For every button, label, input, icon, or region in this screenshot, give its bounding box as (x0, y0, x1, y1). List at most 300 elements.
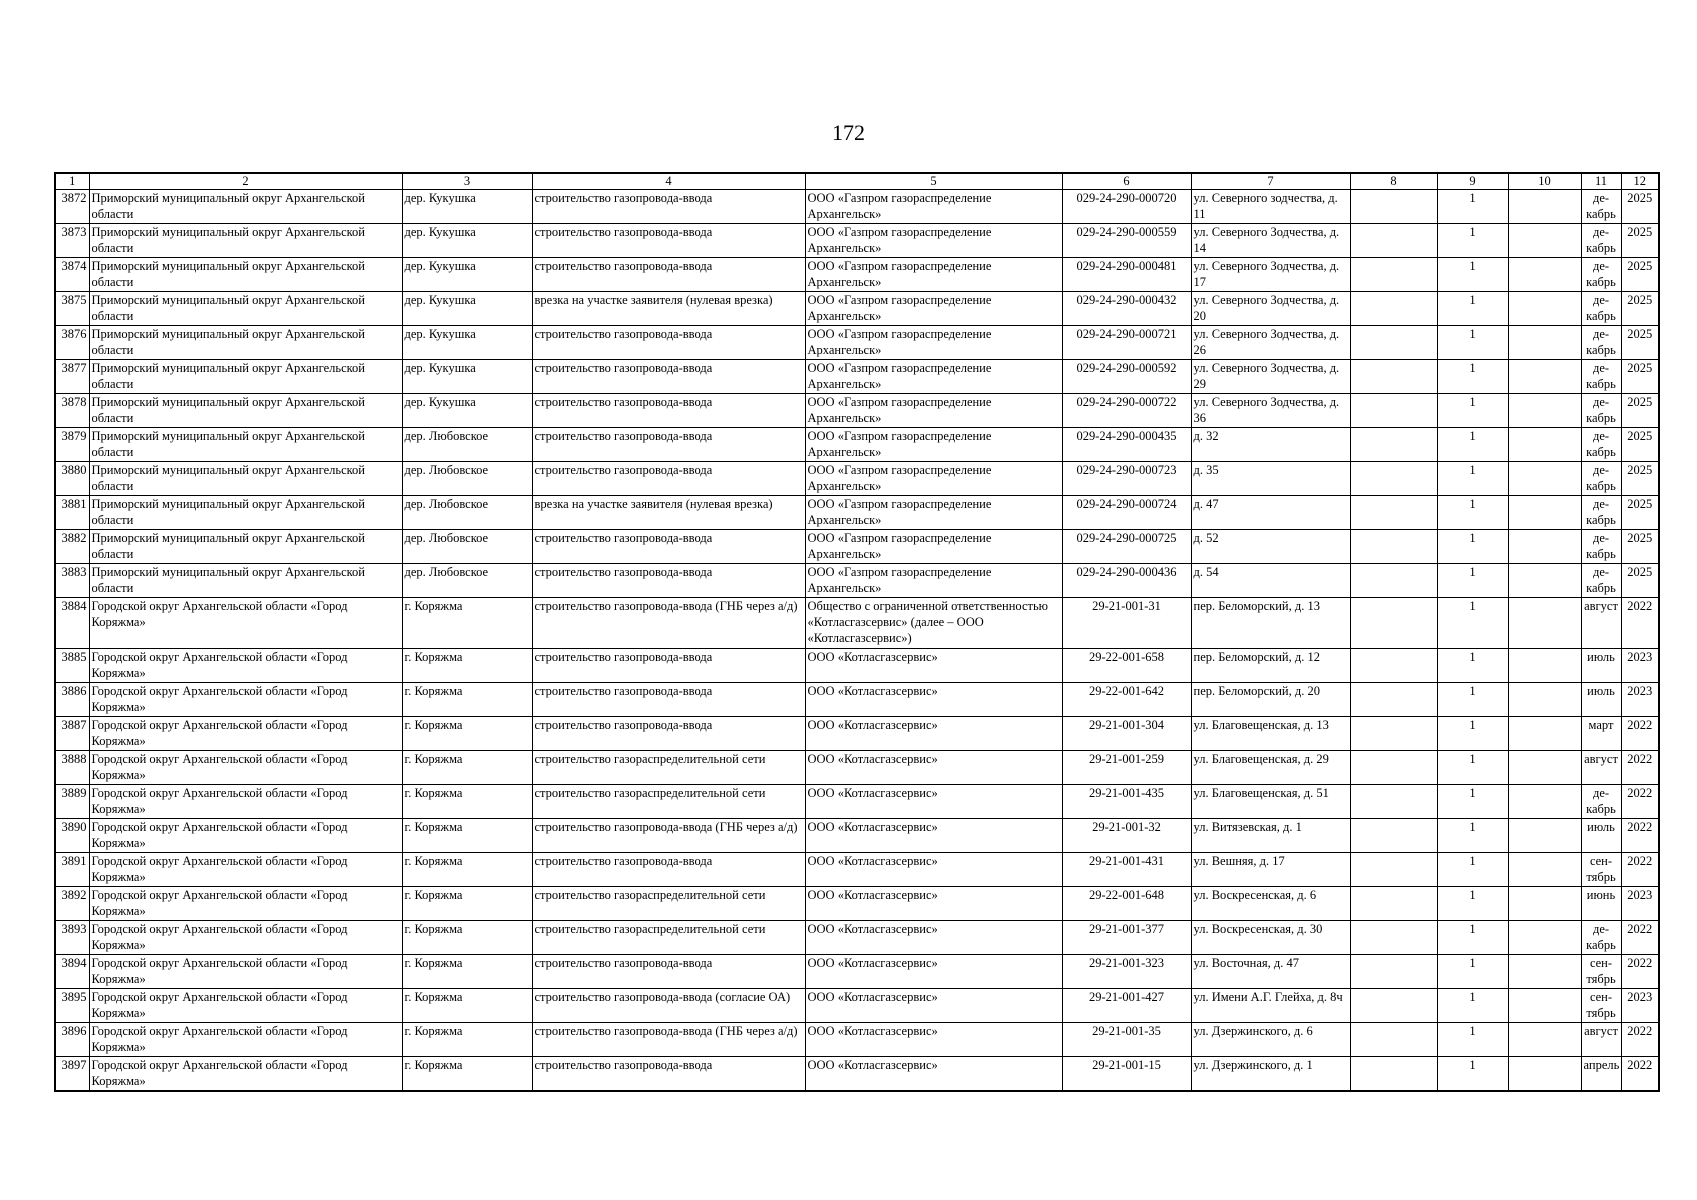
code-cell: 029-24-290-000725 (1062, 530, 1191, 564)
address-cell: ул. Северного Зодчества, д. 36 (1191, 394, 1350, 428)
column-10-cell (1508, 360, 1581, 394)
column-8-cell (1350, 955, 1437, 989)
column-8-cell (1350, 1023, 1437, 1057)
organization-cell: ООО «Котласгазсервис» (805, 887, 1062, 921)
organization-cell: ООО «Газпром газораспределение Архангельск» (805, 462, 1062, 496)
year-cell: 2025 (1621, 428, 1659, 462)
column-8-cell (1350, 989, 1437, 1023)
municipality-cell: Городской округ Архангельской области «Город Коряжма» (89, 819, 402, 853)
month-cell: сен-тябрь (1581, 989, 1621, 1023)
organization-cell: ООО «Газпром газораспределение Архангельск» (805, 530, 1062, 564)
table-row (55, 360, 1659, 394)
organization-cell: ООО «Котласгазсервис» (805, 819, 1062, 853)
table-row (55, 292, 1659, 326)
code-cell: 029-24-290-000559 (1062, 224, 1191, 258)
organization-cell: ООО «Котласгазсервис» (805, 921, 1062, 955)
month-cell: июль (1581, 649, 1621, 683)
organization-cell: ООО «Котласгазсервис» (805, 717, 1062, 751)
count-cell: 1 (1437, 785, 1508, 819)
work-type-cell: строительство газопровода-ввода (532, 530, 805, 564)
code-cell: 29-21-001-323 (1062, 955, 1191, 989)
code-cell: 29-21-001-377 (1062, 921, 1191, 955)
column-8-cell (1350, 530, 1437, 564)
address-cell: ул. Северного Зодчества, д. 26 (1191, 326, 1350, 360)
month-cell: март (1581, 717, 1621, 751)
count-cell: 1 (1437, 258, 1508, 292)
code-cell: 29-21-001-15 (1062, 1057, 1191, 1091)
work-type-cell: строительство газораспределительной сети (532, 921, 805, 955)
organization-cell: ООО «Газпром газораспределение Архангельск» (805, 292, 1062, 326)
column-10-cell (1508, 887, 1581, 921)
address-cell: д. 52 (1191, 530, 1350, 564)
column-10-cell (1508, 292, 1581, 326)
count-cell: 1 (1437, 224, 1508, 258)
locality-cell: дер. Кукушка (402, 224, 532, 258)
row-number: 3877 (55, 360, 89, 394)
locality-cell: дер. Кукушка (402, 190, 532, 224)
address-cell: ул. Благовещенская, д. 51 (1191, 785, 1350, 819)
row-number: 3886 (55, 683, 89, 717)
column-10-cell (1508, 955, 1581, 989)
locality-cell: г. Коряжма (402, 683, 532, 717)
address-cell: ул. Северного Зодчества, д. 17 (1191, 258, 1350, 292)
row-number: 3895 (55, 989, 89, 1023)
month-cell: июль (1581, 819, 1621, 853)
work-type-cell: строительство газопровода-ввода (532, 394, 805, 428)
month-cell: де-кабрь (1581, 921, 1621, 955)
locality-cell: дер. Кукушка (402, 360, 532, 394)
year-cell: 2022 (1621, 717, 1659, 751)
column-8-cell (1350, 785, 1437, 819)
column-8-cell (1350, 428, 1437, 462)
column-8-cell (1350, 394, 1437, 428)
locality-cell: г. Коряжма (402, 751, 532, 785)
row-number: 3873 (55, 224, 89, 258)
month-cell: де-кабрь (1581, 785, 1621, 819)
municipality-cell: Приморский муниципальный округ Архангельской области (89, 224, 402, 258)
municipality-cell: Городской округ Архангельской области «Город Коряжма» (89, 887, 402, 921)
count-cell: 1 (1437, 326, 1508, 360)
table-row (55, 564, 1659, 598)
column-10-cell (1508, 530, 1581, 564)
column-8-cell (1350, 360, 1437, 394)
count-cell: 1 (1437, 428, 1508, 462)
address-cell: ул. Дзержинского, д. 1 (1191, 1057, 1350, 1091)
year-cell: 2025 (1621, 360, 1659, 394)
column-header-9: 9 (1437, 173, 1508, 190)
locality-cell: г. Коряжма (402, 819, 532, 853)
column-8-cell (1350, 258, 1437, 292)
year-cell: 2022 (1621, 598, 1659, 649)
organization-cell: ООО «Котласгазсервис» (805, 989, 1062, 1023)
count-cell: 1 (1437, 462, 1508, 496)
count-cell: 1 (1437, 360, 1508, 394)
year-cell: 2025 (1621, 530, 1659, 564)
month-cell: де-кабрь (1581, 462, 1621, 496)
page-number: 172 (832, 120, 865, 145)
table-row (55, 785, 1659, 819)
count-cell: 1 (1437, 819, 1508, 853)
year-cell: 2023 (1621, 989, 1659, 1023)
table-row (55, 428, 1659, 462)
address-cell: ул. Благовещенская, д. 29 (1191, 751, 1350, 785)
table-row (55, 496, 1659, 530)
work-type-cell: врезка на участке заявителя (нулевая врезка) (532, 496, 805, 530)
count-cell: 1 (1437, 683, 1508, 717)
municipality-cell: Приморский муниципальный округ Архангельской области (89, 428, 402, 462)
locality-cell: дер. Кукушка (402, 292, 532, 326)
work-type-cell: строительство газопровода-ввода (ГНБ через а/д) (532, 598, 805, 649)
code-cell: 029-24-290-000432 (1062, 292, 1191, 326)
work-type-cell: строительство газопровода-ввода (532, 326, 805, 360)
column-10-cell (1508, 751, 1581, 785)
address-cell: ул. Имени А.Г. Глейха, д. 8ч (1191, 989, 1350, 1023)
count-cell: 1 (1437, 921, 1508, 955)
column-header-7: 7 (1191, 173, 1350, 190)
year-cell: 2025 (1621, 224, 1659, 258)
year-cell: 2022 (1621, 1057, 1659, 1091)
month-cell: де-кабрь (1581, 394, 1621, 428)
code-cell: 29-21-001-35 (1062, 1023, 1191, 1057)
table-row (55, 717, 1659, 751)
locality-cell: г. Коряжма (402, 785, 532, 819)
code-cell: 029-24-290-000720 (1062, 190, 1191, 224)
municipality-cell: Приморский муниципальный округ Архангельской области (89, 326, 402, 360)
month-cell: де-кабрь (1581, 428, 1621, 462)
column-8-cell (1350, 292, 1437, 326)
column-10-cell (1508, 496, 1581, 530)
locality-cell: дер. Любовское (402, 530, 532, 564)
municipality-cell: Приморский муниципальный округ Архангельской области (89, 462, 402, 496)
locality-cell: дер. Любовское (402, 496, 532, 530)
year-cell: 2023 (1621, 649, 1659, 683)
address-cell: ул. Витязевская, д. 1 (1191, 819, 1350, 853)
locality-cell: г. Коряжма (402, 921, 532, 955)
work-type-cell: строительство газопровода-ввода (532, 717, 805, 751)
column-10-cell (1508, 989, 1581, 1023)
year-cell: 2022 (1621, 819, 1659, 853)
column-10-cell (1508, 785, 1581, 819)
work-type-cell: строительство газопровода-ввода (532, 462, 805, 496)
register-table (54, 172, 1660, 1092)
code-cell: 029-24-290-000435 (1062, 428, 1191, 462)
month-cell: август (1581, 751, 1621, 785)
code-cell: 29-21-001-304 (1062, 717, 1191, 751)
year-cell: 2022 (1621, 1023, 1659, 1057)
work-type-cell: строительство газораспределительной сети (532, 751, 805, 785)
table-row (55, 853, 1659, 887)
code-cell: 29-21-001-259 (1062, 751, 1191, 785)
table-body (55, 190, 1659, 1091)
year-cell: 2022 (1621, 853, 1659, 887)
code-cell: 029-24-290-000723 (1062, 462, 1191, 496)
count-cell: 1 (1437, 853, 1508, 887)
column-10-cell (1508, 394, 1581, 428)
municipality-cell: Городской округ Архангельской области «Город Коряжма» (89, 1057, 402, 1091)
count-cell: 1 (1437, 717, 1508, 751)
count-cell: 1 (1437, 496, 1508, 530)
count-cell: 1 (1437, 955, 1508, 989)
address-cell: ул. Воскресенская, д. 6 (1191, 887, 1350, 921)
organization-cell: ООО «Котласгазсервис» (805, 751, 1062, 785)
row-number: 3891 (55, 853, 89, 887)
column-10-cell (1508, 190, 1581, 224)
column-header-2: 2 (89, 173, 402, 190)
table-row (55, 394, 1659, 428)
work-type-cell: строительство газопровода-ввода (532, 428, 805, 462)
organization-cell: ООО «Котласгазсервис» (805, 1057, 1062, 1091)
column-10-cell (1508, 819, 1581, 853)
work-type-cell: строительство газопровода-ввода (532, 258, 805, 292)
code-cell: 029-24-290-000592 (1062, 360, 1191, 394)
count-cell: 1 (1437, 564, 1508, 598)
locality-cell: дер. Кукушка (402, 258, 532, 292)
code-cell: 29-21-001-31 (1062, 598, 1191, 649)
address-cell: ул. Благовещенская, д. 13 (1191, 717, 1350, 751)
municipality-cell: Городской округ Архангельской области «Город Коряжма» (89, 955, 402, 989)
work-type-cell: строительство газопровода-ввода (532, 564, 805, 598)
address-cell: пер. Беломорский, д. 13 (1191, 598, 1350, 649)
municipality-cell: Городской округ Архангельской области «Город Коряжма» (89, 751, 402, 785)
column-10-cell (1508, 326, 1581, 360)
row-number: 3875 (55, 292, 89, 326)
locality-cell: г. Коряжма (402, 649, 532, 683)
municipality-cell: Приморский муниципальный округ Архангельской области (89, 530, 402, 564)
municipality-cell: Приморский муниципальный округ Архангельской области (89, 394, 402, 428)
municipality-cell: Городской округ Архангельской области «Город Коряжма» (89, 853, 402, 887)
municipality-cell: Приморский муниципальный округ Архангельской области (89, 292, 402, 326)
organization-cell: ООО «Газпром газораспределение Архангельск» (805, 190, 1062, 224)
month-cell: де-кабрь (1581, 292, 1621, 326)
locality-cell: г. Коряжма (402, 1023, 532, 1057)
municipality-cell: Городской округ Архангельской области «Город Коряжма» (89, 649, 402, 683)
code-cell: 29-21-001-32 (1062, 819, 1191, 853)
month-cell: сен-тябрь (1581, 955, 1621, 989)
column-10-cell (1508, 853, 1581, 887)
column-8-cell (1350, 190, 1437, 224)
column-8-cell (1350, 853, 1437, 887)
table-row (55, 462, 1659, 496)
row-number: 3880 (55, 462, 89, 496)
column-10-cell (1508, 649, 1581, 683)
row-number: 3876 (55, 326, 89, 360)
locality-cell: г. Коряжма (402, 989, 532, 1023)
column-header-10: 10 (1508, 173, 1581, 190)
address-cell: ул. Северного Зодчества, д. 20 (1191, 292, 1350, 326)
month-cell: август (1581, 598, 1621, 649)
month-cell: апрель (1581, 1057, 1621, 1091)
code-cell: 29-21-001-435 (1062, 785, 1191, 819)
column-8-cell (1350, 462, 1437, 496)
work-type-cell: строительство газопровода-ввода (532, 649, 805, 683)
municipality-cell: Приморский муниципальный округ Архангельской области (89, 258, 402, 292)
table-row (55, 598, 1659, 649)
year-cell: 2023 (1621, 683, 1659, 717)
organization-cell: ООО «Котласгазсервис» (805, 853, 1062, 887)
locality-cell: дер. Любовское (402, 462, 532, 496)
organization-cell: ООО «Котласгазсервис» (805, 683, 1062, 717)
count-cell: 1 (1437, 751, 1508, 785)
column-header-5: 5 (805, 173, 1062, 190)
code-cell: 29-22-001-648 (1062, 887, 1191, 921)
row-number: 3884 (55, 598, 89, 649)
month-cell: июнь (1581, 887, 1621, 921)
column-header-1: 1 (55, 173, 89, 190)
locality-cell: дер. Любовское (402, 428, 532, 462)
address-cell: д. 54 (1191, 564, 1350, 598)
municipality-cell: Приморский муниципальный округ Архангельской области (89, 564, 402, 598)
locality-cell: г. Коряжма (402, 955, 532, 989)
column-header-8: 8 (1350, 173, 1437, 190)
table-row (55, 258, 1659, 292)
count-cell: 1 (1437, 1023, 1508, 1057)
column-10-cell (1508, 564, 1581, 598)
year-cell: 2025 (1621, 258, 1659, 292)
row-number: 3881 (55, 496, 89, 530)
year-cell: 2025 (1621, 462, 1659, 496)
column-header-6: 6 (1062, 173, 1191, 190)
table-row (55, 683, 1659, 717)
row-number: 3883 (55, 564, 89, 598)
month-cell: сен-тябрь (1581, 853, 1621, 887)
address-cell: д. 47 (1191, 496, 1350, 530)
column-10-cell (1508, 258, 1581, 292)
month-cell: де-кабрь (1581, 530, 1621, 564)
work-type-cell: строительство газопровода-ввода (532, 683, 805, 717)
address-cell: ул. Вешняя, д. 17 (1191, 853, 1350, 887)
year-cell: 2025 (1621, 564, 1659, 598)
organization-cell: ООО «Газпром газораспределение Архангельск» (805, 428, 1062, 462)
address-cell: д. 35 (1191, 462, 1350, 496)
row-number: 3882 (55, 530, 89, 564)
column-header-4: 4 (532, 173, 805, 190)
code-cell: 029-24-290-000724 (1062, 496, 1191, 530)
work-type-cell: строительство газораспределительной сети (532, 887, 805, 921)
address-cell: пер. Беломорский, д. 12 (1191, 649, 1350, 683)
month-cell: де-кабрь (1581, 190, 1621, 224)
address-cell: д. 32 (1191, 428, 1350, 462)
code-cell: 29-21-001-427 (1062, 989, 1191, 1023)
column-10-cell (1508, 428, 1581, 462)
code-cell: 029-24-290-000721 (1062, 326, 1191, 360)
organization-cell: ООО «Котласгазсервис» (805, 649, 1062, 683)
year-cell: 2022 (1621, 751, 1659, 785)
count-cell: 1 (1437, 292, 1508, 326)
table-row (55, 921, 1659, 955)
organization-cell: ООО «Газпром газораспределение Архангельск» (805, 224, 1062, 258)
year-cell: 2022 (1621, 785, 1659, 819)
table-row (55, 751, 1659, 785)
municipality-cell: Городской округ Архангельской области «Город Коряжма» (89, 1023, 402, 1057)
column-8-cell (1350, 1057, 1437, 1091)
row-number: 3874 (55, 258, 89, 292)
count-cell: 1 (1437, 649, 1508, 683)
municipality-cell: Приморский муниципальный округ Архангельской области (89, 190, 402, 224)
organization-cell: ООО «Котласгазсервис» (805, 955, 1062, 989)
municipality-cell: Городской округ Архангельской области «Город Коряжма» (89, 785, 402, 819)
year-cell: 2023 (1621, 887, 1659, 921)
column-8-cell (1350, 598, 1437, 649)
count-cell: 1 (1437, 989, 1508, 1023)
row-number: 3885 (55, 649, 89, 683)
month-cell: де-кабрь (1581, 326, 1621, 360)
table-row (55, 326, 1659, 360)
organization-cell: ООО «Газпром газораспределение Архангельск» (805, 326, 1062, 360)
column-8-cell (1350, 564, 1437, 598)
row-number: 3897 (55, 1057, 89, 1091)
address-cell: ул. Северного Зодчества, д. 14 (1191, 224, 1350, 258)
year-cell: 2025 (1621, 394, 1659, 428)
organization-cell: ООО «Газпром газораспределение Архангельск» (805, 564, 1062, 598)
month-cell: де-кабрь (1581, 224, 1621, 258)
work-type-cell: строительство газопровода-ввода (532, 224, 805, 258)
count-cell: 1 (1437, 394, 1508, 428)
address-cell: пер. Беломорский, д. 20 (1191, 683, 1350, 717)
column-header-3: 3 (402, 173, 532, 190)
row-number: 3889 (55, 785, 89, 819)
locality-cell: г. Коряжма (402, 853, 532, 887)
municipality-cell: Городской округ Архангельской области «Город Коряжма» (89, 683, 402, 717)
column-8-cell (1350, 649, 1437, 683)
table-row (55, 1057, 1659, 1091)
row-number: 3879 (55, 428, 89, 462)
organization-cell: ООО «Газпром газораспределение Архангельск» (805, 258, 1062, 292)
organization-cell: ООО «Газпром газораспределение Архангельск» (805, 496, 1062, 530)
locality-cell: г. Коряжма (402, 1057, 532, 1091)
organization-cell: ООО «Котласгазсервис» (805, 1023, 1062, 1057)
column-8-cell (1350, 921, 1437, 955)
row-number: 3887 (55, 717, 89, 751)
municipality-cell: Приморский муниципальный округ Архангельской области (89, 496, 402, 530)
table-row (55, 224, 1659, 258)
column-10-cell (1508, 1057, 1581, 1091)
work-type-cell: врезка на участке заявителя (нулевая врезка) (532, 292, 805, 326)
work-type-cell: строительство газопровода-ввода (ГНБ через а/д) (532, 819, 805, 853)
table-row (55, 530, 1659, 564)
column-8-cell (1350, 887, 1437, 921)
municipality-cell: Городской округ Архангельской области «Город Коряжма» (89, 717, 402, 751)
column-8-cell (1350, 751, 1437, 785)
column-header-12: 12 (1621, 173, 1659, 190)
locality-cell: г. Коряжма (402, 598, 532, 649)
column-8-cell (1350, 496, 1437, 530)
month-cell: август (1581, 1023, 1621, 1057)
month-cell: де-кабрь (1581, 258, 1621, 292)
column-header-11: 11 (1581, 173, 1621, 190)
locality-cell: г. Коряжма (402, 717, 532, 751)
address-cell: ул. Воскресенская, д. 30 (1191, 921, 1350, 955)
year-cell: 2025 (1621, 190, 1659, 224)
row-number: 3888 (55, 751, 89, 785)
column-8-cell (1350, 717, 1437, 751)
row-number: 3892 (55, 887, 89, 921)
month-cell: июль (1581, 683, 1621, 717)
address-cell: ул. Восточная, д. 47 (1191, 955, 1350, 989)
column-8-cell (1350, 819, 1437, 853)
organization-cell: ООО «Газпром газораспределение Архангельск» (805, 394, 1062, 428)
count-cell: 1 (1437, 887, 1508, 921)
address-cell: ул. Северного Зодчества, д. 29 (1191, 360, 1350, 394)
column-10-cell (1508, 598, 1581, 649)
row-number: 3894 (55, 955, 89, 989)
column-10-cell (1508, 224, 1581, 258)
address-cell: ул. Дзержинского, д. 6 (1191, 1023, 1350, 1057)
locality-cell: г. Коряжма (402, 887, 532, 921)
work-type-cell: строительство газопровода-ввода (согласие ОА) (532, 989, 805, 1023)
work-type-cell: строительство газораспределительной сети (532, 785, 805, 819)
count-cell: 1 (1437, 190, 1508, 224)
municipality-cell: Городской округ Архангельской области «Город Коряжма» (89, 921, 402, 955)
